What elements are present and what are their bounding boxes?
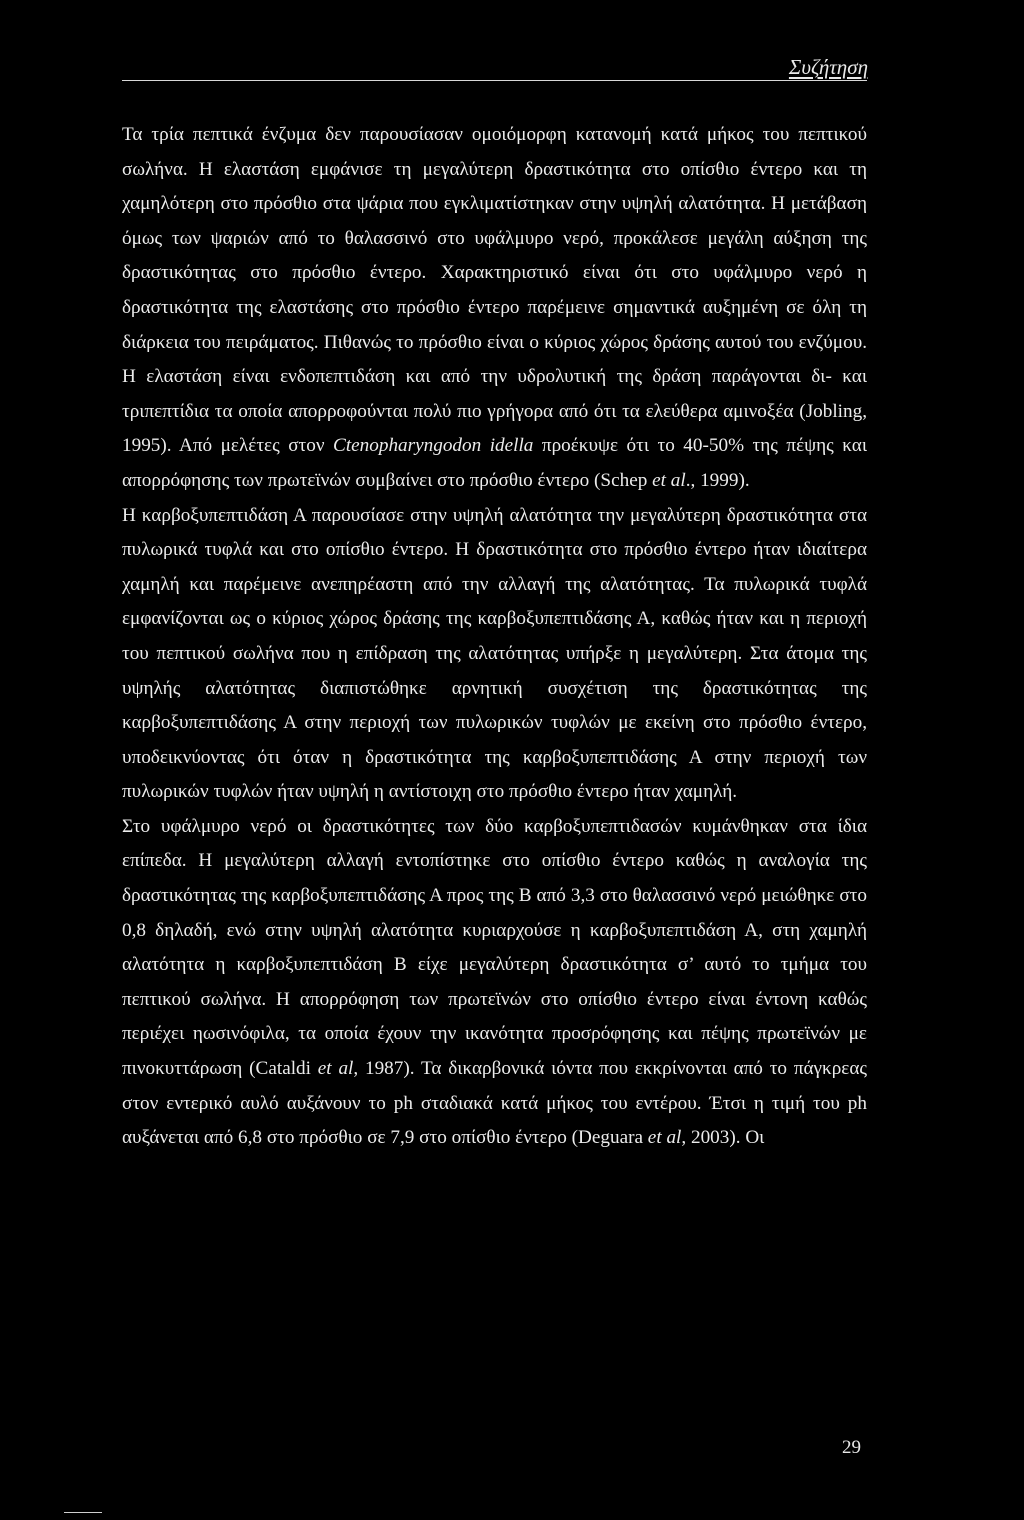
paragraph-3-segment: , 1987). Τα δικαρβονικά ιόντα που εκκρίνονται από το πάγκρεας στον εντερικό αυλό αυξάνουν το ph σταδιακά κατά μήκος του εντέρου. Έτσι η τιμή του ph αυξάνεται από 6,8 στο πρόσθιο σε 7,9 στο οπίσθιο έντερο (Deguara bbox=[122, 1058, 867, 1149]
paragraph-3-segment: , 2003). Οι bbox=[681, 1127, 765, 1149]
page-number: 29 bbox=[842, 1437, 861, 1458]
paragraph-2-segment: Η καρβοξυπεπτιδάση Α παρουσίασε στην υψηλή αλατότητα την μεγαλύτερη δραστικότητα στα πυλωρικά τυφλά και στο οπίσθιο έντερο. Η δραστικότητα στο πρόσθιο έντερο ήταν ιδιαίτερα χαμηλή και παρέμεινε ανεπηρέαστη από την αλλαγή της αλατότητας. Τα πυλωρικά τυφλά εμφανίζονται ως ο κύριος χώρος δράσης της καρβοξυπεπτιδάσης Α, καθώς ήταν και η περιοχή του πεπτικού σωλήνα που η επίδραση της αλατότητας υπήρξε η μεγαλύτερη. Στα άτομα της υψηλής αλατότητας διαπιστώθηκε αρνητική συσχέτιση της δραστικότητας της καρβοξυπεπτιδάσης Α στην περιοχή των πυλωρικών τυφλών με εκείνη στο πρόσθιο έντερο, υποδεικνύοντας ότι όταν η δραστικότητα της καρβοξυπεπτιδάσης Α στην περιοχή των πυλωρικών τυφλών ήταν υψηλή η αντίστοιχη στο πρόσθιο έντερο ήταν χαμηλή. bbox=[122, 504, 867, 803]
footer-rule bbox=[64, 1512, 102, 1513]
running-head: Συζήτηση bbox=[788, 55, 868, 79]
header-rule bbox=[122, 80, 867, 81]
paragraph-1 bbox=[122, 118, 867, 499]
paragraph-1-segment: ., 1999). bbox=[685, 469, 750, 491]
paragraph-1-segment: Τα τρία πεπτικά ένζυμα δεν παρουσίασαν ομοιόμορφη κατανομή κατά μήκος του πεπτικού σωλήνα. Η ελαστάση εμφάνισε τη μεγαλύτερη δραστικότητα στο οπίσθιο έντερο και τη χαμηλότερη στο πρόσθιο στα ψάρια που εγκλιματίστηκαν στην υψηλή αλατότητα. Η μετάβαση όμως των ψαριών από το θαλασσινό στο υφάλμυρο νερό, προκάλεσε μεγάλη αύξηση της δραστικότητας στο πρόσθιο έντερο. Χαρακτηριστικό είναι ότι στο υφάλμυρο νερό η δραστικότητα της ελαστάσης στο πρόσθιο έντερο παρέμεινε σημαντικά αυξημένη σε όλη τη διάρκεια του πειράματος. Πιθανώς το πρόσθιο είναι ο κύριος χώρος δράσης αυτού του ενζύμου. Η ελαστάση είναι ενδοπεπτιδάση και από την υδρολυτική της δράση παράγονται δι- και τριπεπτίδια τα οποία απορροφούνται πολύ πιο γρήγορα από ότι τα ελεύθερα αμινοξέα (Jobling, 1995). Από μελέτες στον bbox=[122, 124, 867, 457]
paragraph-3-segment: Στο υφάλμυρο νερό οι δραστικότητες των δύο καρβοξυπεπτιδασών κυμάνθηκαν στα ίδια επίπεδα. Η μεγαλύτερη αλλαγή εντοπίστηκε στο οπίσθιο έντερο καθώς η αναλογία της δραστικότητας της καρβοξυπεπτιδάσης Α προς της Β από 3,3 στο θαλασσινό νερό μειώθηκε στο 0,8 δηλαδή, ενώ στην υψηλή αλατότητα κυριαρχούσε η καρβοξυπεπτιδάση Α, στη χαμηλή αλατότητα η καρβοξυπεπτιδάση Β είχε μεγαλύτερη δραστικότητα σ’ αυτό το τμήμα του πεπτικού σωλήνα. Η απορρόφηση των πρωτεϊνών στο οπίσθιο έντερο είναι έντονη καθώς περιέχει ηωσινόφιλα, τα οποία έχουν την ικανότητα προσρόφησης και πέψης πρωτεϊνών με πινοκυττάρωση (Cataldi bbox=[122, 815, 867, 1080]
species-name: Ctenopharyngodon idella bbox=[333, 435, 534, 457]
paragraph-3 bbox=[122, 810, 867, 1156]
et-al-citation: et al bbox=[647, 1127, 682, 1149]
body-text bbox=[122, 118, 867, 1156]
et-al-citation: et al bbox=[317, 1058, 354, 1080]
et-al-citation: et al bbox=[652, 469, 686, 491]
paragraph-2 bbox=[122, 499, 867, 810]
paragraph-1-segment: προέκυψε ότι το 40-50% της πέψης και απορρόφησης των πρωτεϊνών συμβαίνει στο πρόσθιο έντερο (Schep bbox=[122, 435, 867, 491]
